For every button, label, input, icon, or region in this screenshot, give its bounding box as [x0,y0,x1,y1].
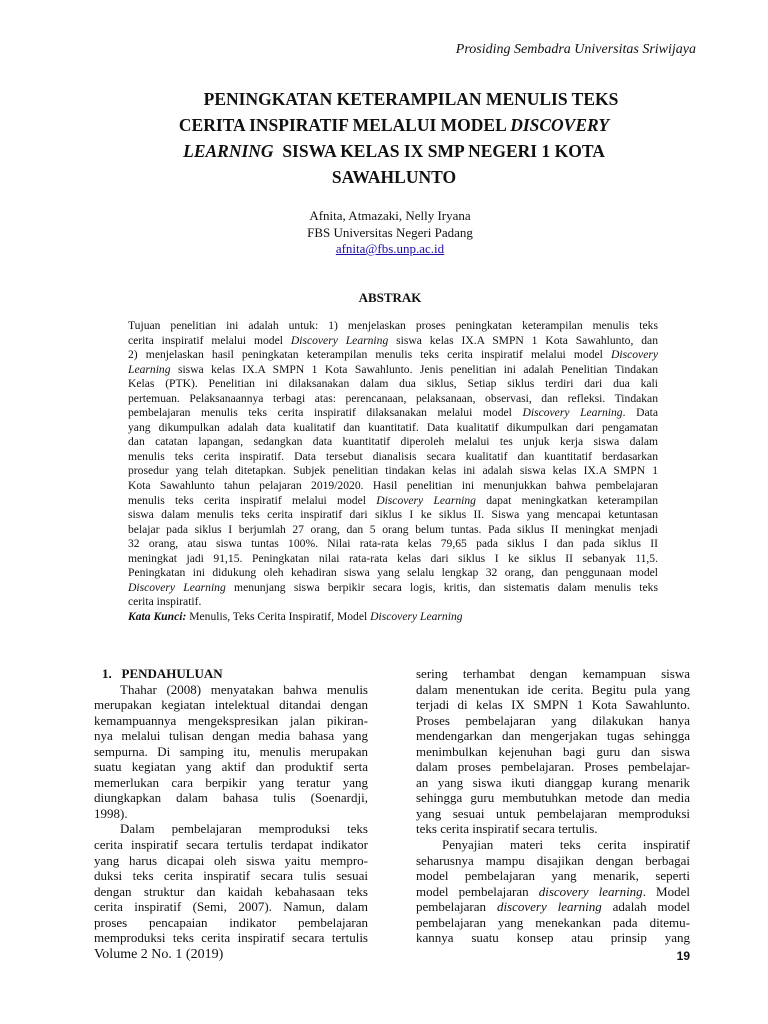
author-email-link[interactable]: afnita@fbs.unp.ac.id [335,241,445,256]
keywords-label: Kata Kunci: [128,609,187,623]
title-line-1: PENINGKATAN KETERAMPILAN MENULIS TEKS [203,89,619,109]
abstract-line: cerita inspiratif. [128,595,202,609]
title-line-3-italic: LEARNING [183,141,274,161]
paragraph-line: diungkapkan dalam bahasa tulis (Soenardji, [94,790,368,806]
paragraph-line: merupakan kegiatan intelektual ditandai dengan [94,697,368,713]
abstract-line: 2) menjelaskan hasil peningkatan keterampilan menulis teks cerita inspiratif melalui model Discovery [128,348,658,362]
title-line-2-italic: DISCOVERY [510,115,610,135]
paragraph-line: an yang siswa ikuti dianggap kurang menarik [416,774,690,790]
paragraph-line: sempurna. Di samping itu, menulis merupakan [94,743,368,759]
paragraph-line: Proses pembelajaran yang dilakukan hanya [416,712,690,728]
paragraph-line: 1998). [94,805,128,821]
paragraph-line: nya melalui tulisan dengan media bahasa yang [94,728,368,744]
keywords-italic: Discovery Learning [370,609,463,623]
right-column [416,666,690,946]
paragraph-line: sering terhambat dengan kemampuan siswa [416,666,690,681]
paragraph-line: dalam proses pembelajaran. Proses pembelajar- [416,759,690,775]
title-line-3-text: SISWA KELAS IX SMP NEGERI 1 KOTA [273,141,605,161]
title-line-4: SAWAHLUNTO [331,167,457,187]
paragraph-line: yang sesuai untuk pembelajaran memproduksi [416,805,690,821]
abstract-line: yang dikumpulkan adalah data kualitatif dan kuantitatif. Data kualitatif dikumpulkan dari pengamatan [128,420,658,434]
paragraph-line: model pembelajaran yang menarik, seperti [416,868,690,884]
abstract-line: meningkat jadi 91,15. Peningkatan nilai rata-rata kelas dari siklus I ke siklus II sebanyak 11,5. [128,551,658,565]
abstract-line: Kota Sawahlunto tahun pelajaran 2019/2020. Hasil penelitian ini menunjukkan bahwa pembelajaran [128,479,658,493]
journal-header: Prosiding Sembadra Universitas Sriwijaya [455,42,696,57]
paragraph-line: cerita inspiratif secara tertulis terdapat indikator [94,837,368,853]
abstract-line: 32 orang, atau siswa tuntas 100%. Nilai rata-rata kelas 79,65 pada siklus I dan pada siklus II [128,537,658,551]
paragraph-line: duksi teks cerita inspiratif secara tulis sesuai [94,868,368,884]
paragraph-line: Penyajian materi teks cerita inspiratif [442,837,690,853]
keywords-line [128,610,658,625]
abstract-body [128,319,658,624]
paragraph-line: kemampuannya mengekspresikan jalan pikiran- [94,712,368,728]
paragraph-line: memproduksi teks cerita inspiratif secara tertulis [94,930,368,946]
abstract-line: cerita inspiratif melalui model Discovery Learning siswa kelas IX.A SMPN 1 Kota Sawahlunto, dan [128,333,658,347]
title-line-2-text: CERITA INSPIRATIF MELALUI MODEL [178,115,511,135]
footer-volume: Volume 2 No. 1 (2019) [94,947,224,962]
paragraph-line: proses pencapaian indikator pembelajaran [94,914,368,930]
paragraph-line: Dalam pembelajaran memproduksi teks [120,821,368,837]
section-heading: 1. PENDAHULUAN [102,666,223,681]
paragraph-line: sehingga guru membutuhkan metode dan media [416,790,690,806]
abstract-line: Learning siswa kelas IX.A SMPN 1 Kota Sawahlunto. Jenis penelitian ini adalah Penelitian Tindakan [128,362,658,376]
paragraph-line: suatu kegiatan yang aktif dan produktif serta [94,759,368,775]
abstract-lines [128,319,658,610]
keywords-text: Menulis, Teks Cerita Inspiratif, Model [186,609,371,623]
abstract-line: belajar pada siklus I berjumlah 27 orang, dan 5 orang belum tuntas. Pada siklus II meningkat menjadi [128,522,658,536]
paragraph-line: terjadi di kelas IX SMPN 1 Kota Sawahlunto. [416,697,690,713]
paragraph-line: dalam menentukan ide cerita. Begitu pula yang [416,681,690,697]
paragraph-line: memerlukan cara berpikir yang teratur yang [94,774,368,790]
title-line-3 [120,138,668,164]
left-column-lines [94,682,368,946]
author-names: Afnita, Atmazaki, Nelly Iryana [309,208,471,223]
abstract-line: pembelajaran menulis teks cerita inspiratif dilaksanakan melalui model Discovery Learning. Data [128,406,658,420]
abstract-line: siswa dalam menulis teks cerita inspiratif dari siklus I ke siklus II. Siswa yang mencapai ketuntasan [128,508,658,522]
abstract-line: pertemuan. Pelaksanaannya terbagi atas: perencanaan, pelaksanaan, observasi, dan refleksi. Tindakan [128,391,658,405]
abstract-line: dan catatan lapangan, sedangkan data kuantitatif diperoleh melalui tes unjuk kerja siswa dalam [128,435,658,449]
paragraph-line: pembelajaran discovery learning adalah model [416,899,690,915]
left-column [94,666,368,946]
paragraph-line: teks cerita inspiratif secara tertulis. [416,821,598,837]
paragraph-line: cerita inspiratif (Semi, 2007). Namun, dalam [94,899,368,915]
abstract-line: Discovery Learning menunjang siswa berpikir secara logis, kritis, dan sistematis dalam menulis teks [128,580,658,594]
paper-title [120,86,668,190]
author-block [190,208,590,258]
abstract-heading: ABSTRAK [358,290,422,305]
abstract-line: prosedur yang telah ditetapkan. Subjek penelitian tindakan kelas ini adalah siswa kelas IX.A SMPN 1 [128,464,658,478]
paragraph-line: kannya suatu konsep atau prinsip yang [416,930,690,946]
abstract-line: Kelas (PTK). Penelitian ini dilaksanakan dalam dua siklus, Setiap siklus terdiri dari dua kali [128,377,658,391]
author-affiliation: FBS Universitas Negeri Padang [307,224,473,240]
paragraph-line: dengan struktur dan kaidah kebahasaan teks [94,883,368,899]
paragraph-line: seharusnya mampu disajikan dengan berbagai [416,852,690,868]
page-number: 19 [676,949,690,963]
abstract-line: Tujuan penelitian ini adalah untuk: 1) menjelaskan proses peningkatan keterampilan menulis teks [128,319,658,332]
paragraph-line: yang harus dicapai oleh siswa yaitu mempro- [94,852,368,868]
title-line-2 [120,112,668,138]
paragraph-line: pembelajaran yang menekankan pada ditemu- [416,914,690,930]
abstract-line: Peningkatan ini didukung oleh kehadiran siswa yang selalu lengkap 32 orang, dan penggunaan model [128,566,658,580]
paragraph-line: mendengarkan dan mengerjakan tugas sehingga [416,728,690,744]
abstract-line: menulis teks cerita inspiratif melalui model Discovery Learning dapat meningkatkan keterampilan [128,493,659,507]
abstract-line: menulis teks cerita inspiratif. Data tersebut dianalisis secara kualitatif dan kuantitatif berdasarkan [128,449,658,463]
paragraph-line: Thahar (2008) menyatakan bahwa menulis [120,681,368,697]
paragraph-line: model pembelajaran discovery learning. Model [416,883,690,899]
paragraph-line: menimbulkan kejenuhan bagi guru dan siswa [416,743,690,759]
right-column-lines [416,666,690,946]
